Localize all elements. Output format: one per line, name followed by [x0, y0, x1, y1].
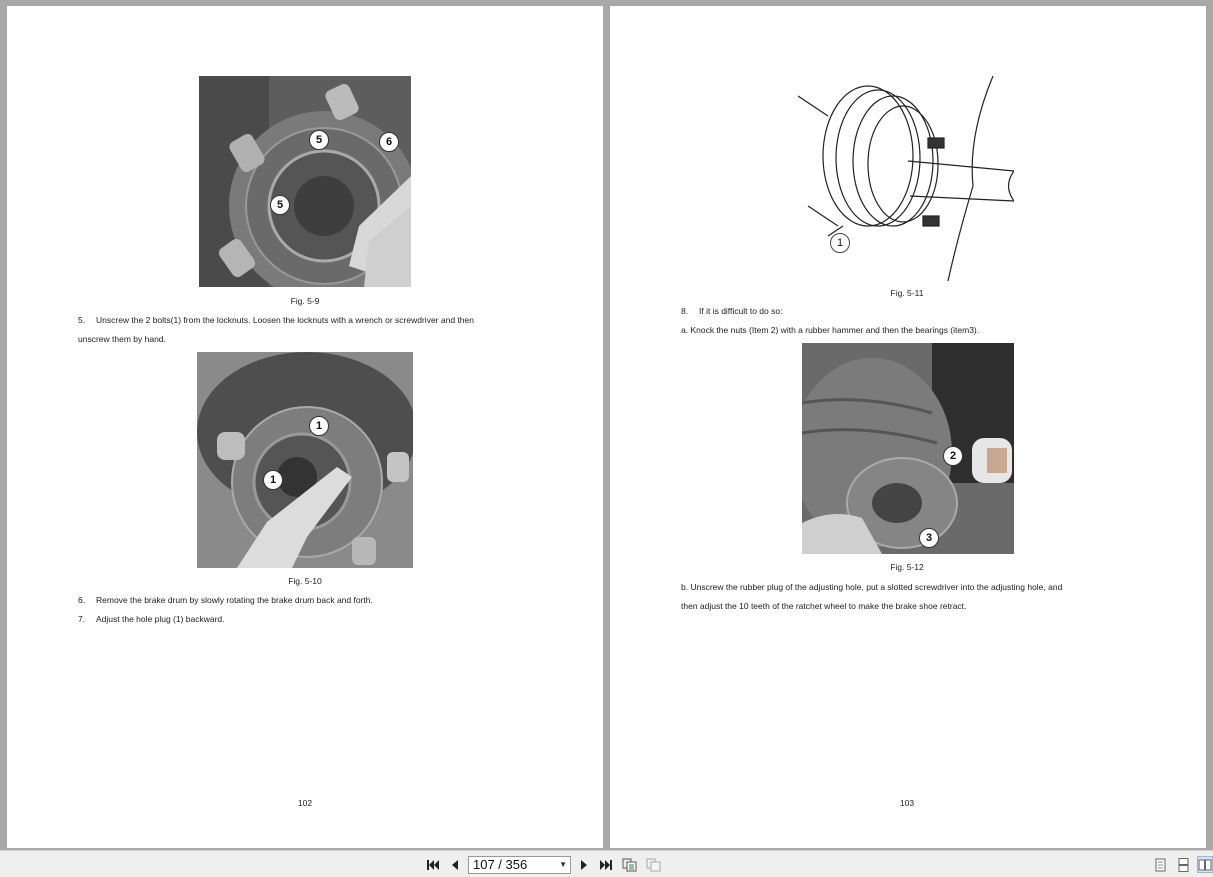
step-text-continued: unscrew them by hand.	[78, 334, 166, 344]
chevron-down-icon[interactable]: ▼	[559, 860, 567, 869]
callout-1: 1	[830, 233, 850, 253]
page-102	[7, 6, 603, 848]
step-number: 6.	[78, 595, 86, 605]
step-text: Unscrew the 2 bolts(1) from the locknuts. Loosen the locknuts with a wrench or screwdriver and then	[96, 315, 474, 325]
step-text-continued: then adjust the 10 teeth of the ratchet wheel to make the brake shoe retract.	[681, 601, 967, 611]
first-page-icon	[426, 859, 440, 871]
continuous-icon	[1178, 858, 1189, 872]
navigation-toolbar	[0, 850, 1213, 877]
copy-button[interactable]	[645, 856, 661, 873]
last-page-icon	[599, 859, 613, 871]
last-page-button[interactable]	[598, 856, 614, 873]
figure-5-9-caption: Fig. 5-9	[290, 296, 320, 306]
figure-5-10-caption: Fig. 5-10	[288, 576, 322, 586]
step-7	[78, 610, 598, 629]
line-drawing-illustration	[798, 76, 1014, 281]
callout-6: 6	[379, 132, 399, 152]
step-8a	[681, 321, 1201, 340]
step-6	[78, 591, 598, 610]
page-103	[610, 6, 1206, 848]
step-number: 7.	[78, 614, 86, 624]
next-page-button[interactable]	[577, 856, 591, 873]
copy-icon	[646, 858, 661, 872]
figure-5-11-caption: Fig. 5-11	[890, 288, 924, 298]
first-page-button[interactable]	[425, 856, 441, 873]
view-continuous-button[interactable]	[1176, 856, 1190, 873]
next-page-icon	[579, 859, 589, 871]
figure-5-10-image	[197, 352, 413, 568]
step-text: a. Knock the nuts (Item 2) with a rubber hammer and then the bearings (item3).	[681, 325, 980, 335]
step-number: 5.	[78, 315, 86, 325]
figure-5-11-image	[798, 76, 1014, 281]
step-8	[681, 302, 1201, 321]
page-number: 103	[899, 798, 915, 808]
step-text: Remove the brake drum by slowly rotating the brake drum back and forth.	[96, 595, 373, 605]
previous-page-icon	[450, 859, 460, 871]
figure-5-9-image	[199, 76, 411, 287]
drum-bearing-photo-illustration	[802, 343, 1014, 554]
single-page-icon	[1155, 858, 1166, 872]
step-text: b. Unscrew the rubber plug of the adjusting hole, put a slotted screwdriver into the adjusting hole, and	[681, 582, 1063, 592]
fit-page-icon	[622, 858, 637, 872]
two-page-icon	[1198, 859, 1212, 871]
callout-1-upper: 1	[309, 416, 329, 436]
step-number: 8.	[681, 306, 689, 316]
step-text: Adjust the hole plug (1) backward.	[96, 614, 225, 624]
callout-5-top: 5	[309, 130, 329, 150]
callout-3: 3	[919, 528, 939, 548]
previous-page-button[interactable]	[448, 856, 462, 873]
step-5	[78, 311, 598, 349]
brake-hub-photo-illustration	[199, 76, 411, 287]
step-8b	[681, 578, 1136, 616]
callout-2: 2	[943, 446, 963, 466]
page-field-value: 107 / 356	[473, 857, 528, 872]
brake-drum-photo-illustration	[197, 352, 413, 568]
callout-1-lower: 1	[263, 470, 283, 490]
page-number-field[interactable]	[468, 856, 571, 874]
page-number: 102	[297, 798, 313, 808]
fit-page-button[interactable]	[621, 856, 637, 873]
figure-5-12-image	[802, 343, 1014, 554]
view-single-page-button[interactable]	[1153, 856, 1167, 873]
step-text: If it is difficult to do so:	[699, 306, 783, 316]
callout-5-left: 5	[270, 195, 290, 215]
figure-5-12-caption: Fig. 5-12	[890, 562, 924, 572]
view-two-page-button[interactable]	[1197, 856, 1213, 873]
